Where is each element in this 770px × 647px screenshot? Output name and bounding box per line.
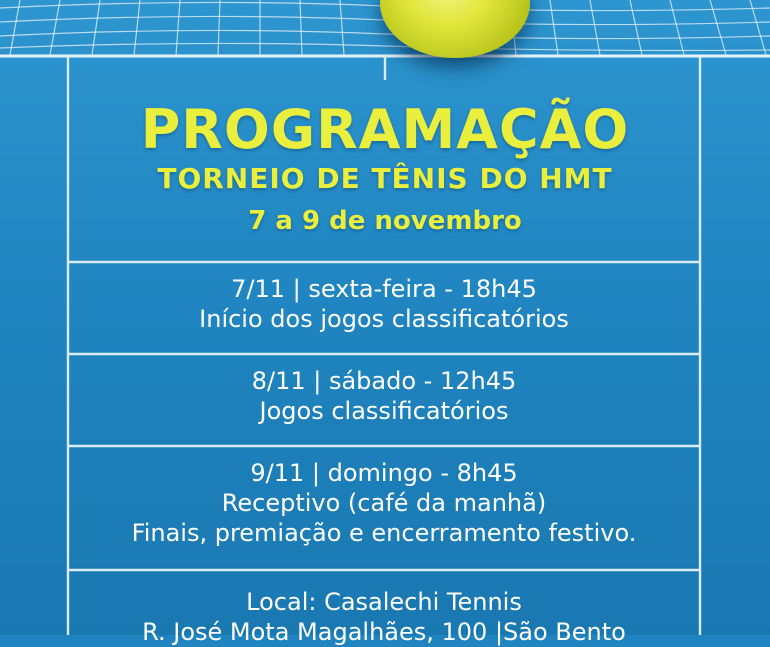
- page-title: PROGRAMAÇÃO: [140, 98, 630, 161]
- schedule-line: Início dos jogos classificatórios: [199, 305, 569, 333]
- schedule-item-1: [68, 274, 700, 334]
- location-address: R. José Mota Magalhães, 100 |São Bento: [142, 618, 626, 646]
- schedule-item-2: [68, 366, 700, 426]
- schedule-line: Jogos classificatórios: [259, 397, 509, 425]
- schedule-line: Finais, premiação e encerramento festivo.: [131, 519, 637, 547]
- schedule-day: 9/11 | domingo - 8h45: [250, 459, 518, 487]
- schedule-day: 7/11 | sexta-feira - 18h45: [231, 275, 537, 303]
- event-dates: 7 a 9 de novembro: [248, 206, 522, 236]
- event-subtitle: TORNEIO DE TÊNIS DO HMT: [157, 162, 613, 195]
- location-block: [68, 587, 700, 647]
- schedule-day: 8/11 | sábado - 12h45: [251, 367, 517, 395]
- location-label: Local: Casalechi Tennis: [246, 588, 522, 616]
- schedule-line: Receptivo (café da manhã): [221, 489, 547, 517]
- schedule-item-3: [68, 458, 700, 548]
